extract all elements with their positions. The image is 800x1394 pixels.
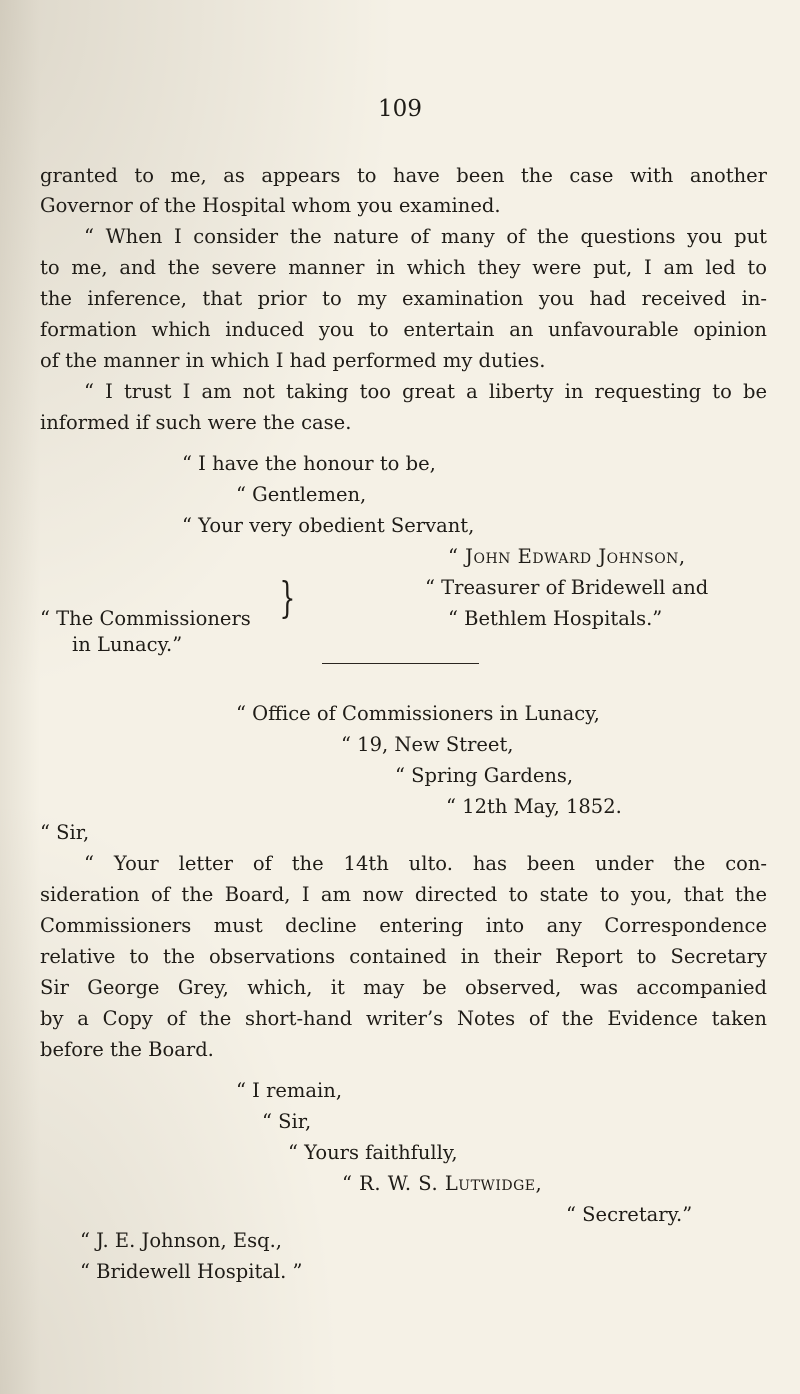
closing-line: “ Your very obedient Servant, (182, 514, 475, 537)
text-line: sideration of the Board, I am now directed to state to you, that the (40, 883, 767, 906)
text-line: informed if such were the case. (40, 411, 352, 434)
address-line: “ Spring Gardens, (395, 764, 574, 787)
text-line: by a Copy of the short-hand writer’s Notes of the Evidence taken (40, 1007, 767, 1030)
closing-line: “ Sir, (262, 1110, 312, 1133)
closing-line: “ Treasurer of Bridewell and (425, 576, 709, 599)
text-line: the inference, that prior to my examination you had received in- (40, 287, 767, 310)
closing-line: “ Gentlemen, (236, 483, 367, 506)
date-line: “ 12th May, 1852. (446, 795, 622, 818)
addressee-line: in Lunacy.” (72, 633, 183, 656)
text-line: “ I trust I am not taking too great a liberty in requesting to be (84, 380, 767, 403)
closing-line: “ I have the honour to be, (182, 452, 436, 475)
text-line: Sir George Grey, which, it may be observed, was accompanied (40, 976, 767, 999)
text-line: before the Board. (40, 1038, 214, 1061)
signatory-name: “ R. W. S. Lutwidge, (342, 1172, 543, 1195)
closing-line: “ I remain, (236, 1079, 343, 1102)
text-line: “ When I consider the nature of many of the questions you put (84, 225, 767, 248)
salutation: “ Sir, (40, 821, 90, 844)
text-line: to me, and the severe manner in which they were put, I am led to (40, 256, 767, 279)
text-line: of the manner in which I had performed my duties. (40, 349, 546, 372)
text-line: “ Your letter of the 14th ulto. has been under the con- (84, 852, 767, 875)
text-line: Commissioners must decline entering into any Correspondence (40, 914, 767, 937)
page-number: 109 (378, 96, 422, 122)
addressee-line: “ Bridewell Hospital. ” (80, 1260, 303, 1283)
text-line: relative to the observations contained in their Report to Secretary (40, 945, 767, 968)
closing-line: “ Bethlem Hospitals.” (448, 607, 663, 630)
brace-glyph: } (279, 573, 296, 622)
text-line: Governor of the Hospital whom you examined. (40, 194, 501, 217)
text-line: granted to me, as appears to have been the case with another (40, 164, 767, 187)
address-line: “ 19, New Street, (341, 733, 514, 756)
section-divider (322, 663, 479, 664)
addressee-line: “ The Commissioners (40, 607, 251, 630)
text-line: formation which induced you to entertain an unfavourable opinion (40, 318, 767, 341)
address-line: “ Office of Commissioners in Lunacy, (236, 702, 600, 725)
closing-line: “ Secretary.” (566, 1203, 693, 1226)
signatory-name: “ John Edward Johnson, (448, 545, 686, 568)
closing-line: “ Yours faithfully, (288, 1141, 458, 1164)
addressee-line: “ J. E. Johnson, Esq., (80, 1229, 282, 1252)
